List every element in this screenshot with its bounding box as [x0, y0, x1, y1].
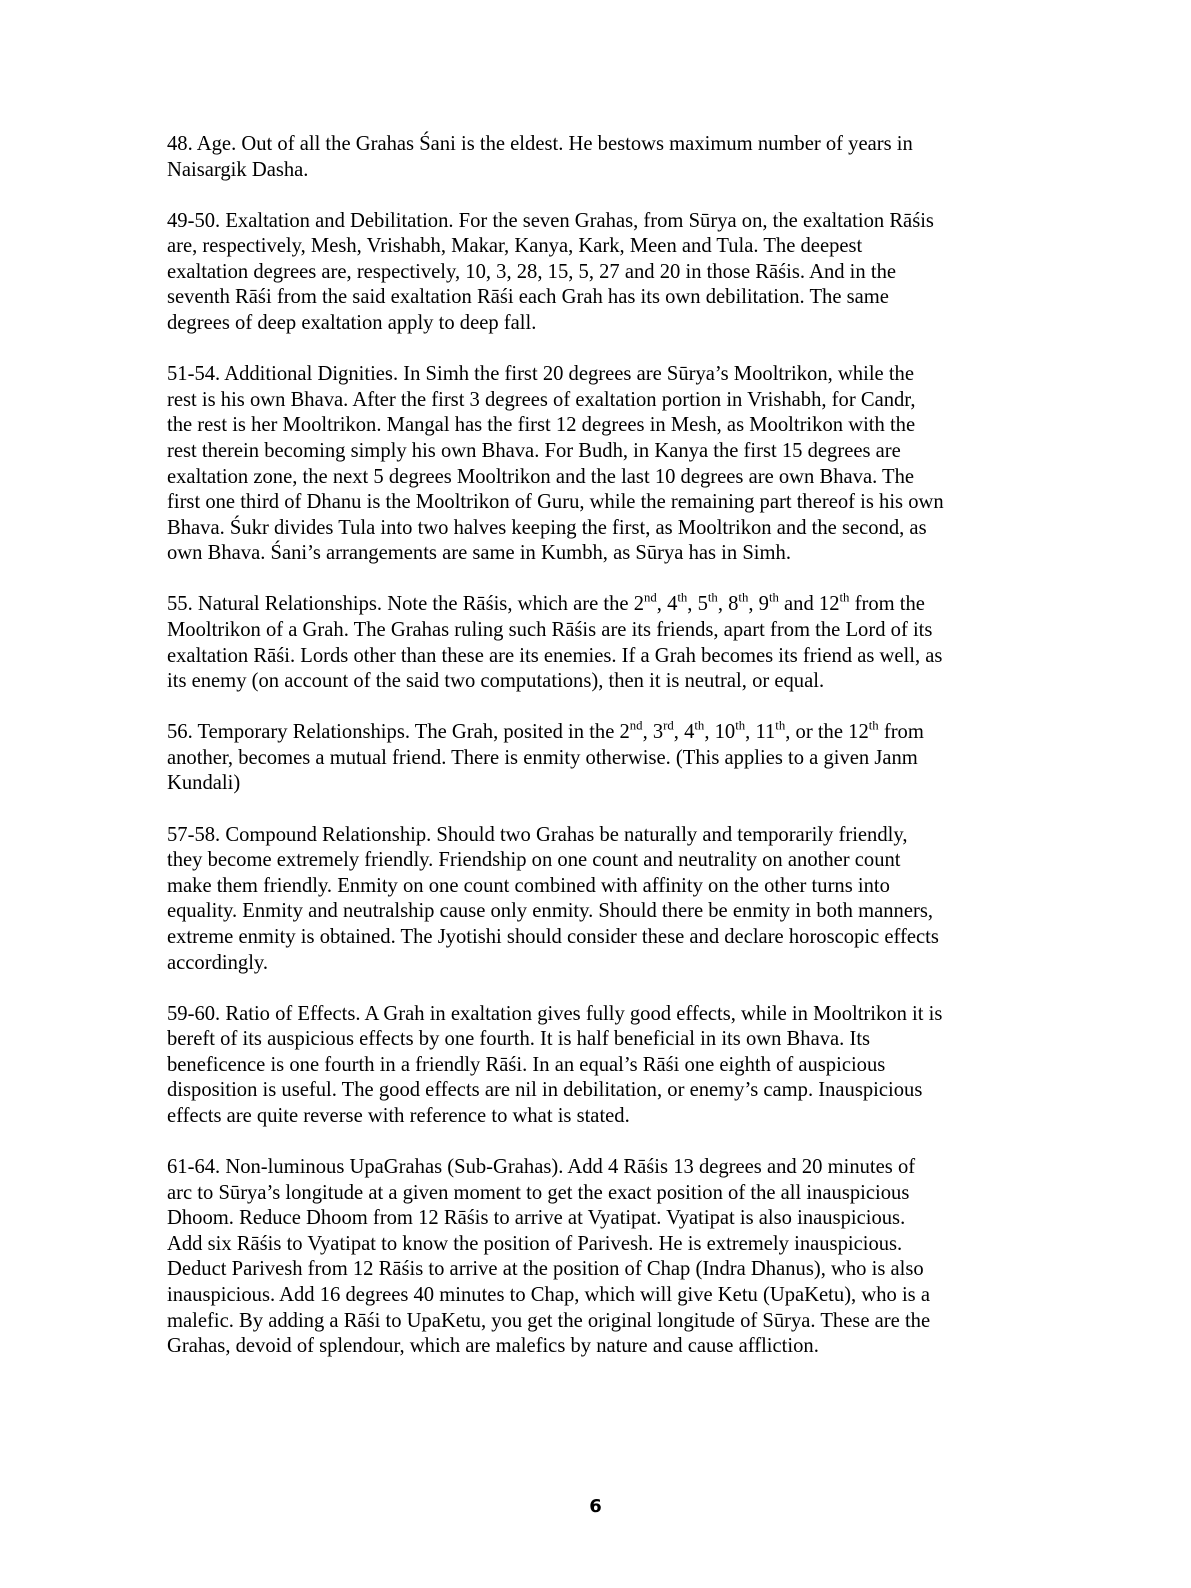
text-segment: the rest is her Mooltrikon. Mangal has the first 12 degrees in Mesh, as Mooltrikon with the	[167, 414, 916, 437]
text-segment: 49-50. Exaltation and Debilitation. For the seven Grahas, from Sūrya on, the exaltation Rāśis	[167, 209, 934, 232]
text-segment: 55. Natural Relationships. Note the Rāśis, which are the 2	[167, 593, 644, 616]
text-segment: another, becomes a mutual friend. There is enmity otherwise. (This applies to a given Janm	[167, 746, 918, 769]
text-segment: beneficence is one fourth in a friendly Rāśi. In an equal’s Rāśi one eighth of auspicious	[167, 1053, 886, 1076]
text-line	[167, 746, 1029, 772]
text-line	[167, 720, 1029, 746]
text-line	[167, 1309, 1029, 1335]
text-segment: they become extremely friendly. Friendship on one count and neutrality on another count	[167, 849, 901, 872]
text-line	[167, 1027, 1029, 1053]
text-segment: , 4	[656, 593, 678, 616]
text-segment: rest is his own Bhava. After the first 3 degrees of exaltation portion in Vrishabh, for Candr,	[167, 388, 916, 411]
ordinal-suffix: th	[868, 718, 879, 733]
text-segment: 51-54. Additional Dignities. In Simh the first 20 degrees are Sūrya’s Mooltrikon, while the	[167, 363, 914, 386]
text-segment: bereft of its auspicious effects by one fourth. It is half beneficial in its own Bhava. Its	[167, 1028, 871, 1051]
ordinal-suffix: th	[839, 591, 850, 606]
text-line	[167, 874, 1029, 900]
ordinal-suffix: th	[735, 718, 746, 733]
text-segment: Deduct Parivesh from 12 Rāśis to arrive at the position of Chap (Indra Dhanus), who is also	[167, 1258, 924, 1281]
text-segment: Add six Rāśis to Vyatipat to know the position of Parivesh. He is extremely inauspicious.	[167, 1232, 903, 1255]
text-segment: first one third of Dhanu is the Mooltrikon of Guru, while the remaining part thereof is his own	[167, 491, 944, 514]
text-segment: , 10	[704, 721, 736, 744]
text-segment: arc to Sūrya’s longitude at a given moment to get the exact position of the all inauspicious	[167, 1181, 910, 1204]
text-segment: , 4	[673, 721, 695, 744]
text-line	[167, 1078, 1029, 1104]
text-line	[167, 1232, 1029, 1258]
text-line	[167, 1334, 1029, 1360]
text-segment: equality. Enmity and neutralship cause only enmity. Should there be enmity in both manners,	[167, 900, 934, 923]
text-segment: Dhoom. Reduce Dhoom from 12 Rāśis to arrive at Vyatipat. Vyatipat is also inauspicious.	[167, 1207, 906, 1230]
text-segment: from the	[849, 593, 925, 616]
text-segment: inauspicious. Add 16 degrees 40 minutes to Chap, which will give Ketu (UpaKetu), who is a	[167, 1284, 930, 1307]
text-line	[167, 413, 1029, 439]
text-segment: , or the 12	[785, 721, 869, 744]
text-line	[167, 1002, 1029, 1028]
ordinal-suffix: th	[707, 591, 718, 606]
text-segment: exaltation zone, the next 5 degrees Mooltrikon and the last 10 degrees are own Bhava. The	[167, 465, 915, 488]
paragraph	[167, 1155, 1029, 1360]
text-line	[167, 925, 1029, 951]
text-line	[167, 209, 1029, 235]
ordinal-suffix: nd	[644, 591, 657, 606]
text-line	[167, 1283, 1029, 1309]
text-segment: , 8	[717, 593, 739, 616]
text-line	[167, 132, 1029, 158]
text-line	[167, 285, 1029, 311]
text-segment: Bhava. Śukr divides Tula into two halves keeping the first, as Mooltrikon and the second, as	[167, 516, 927, 539]
text-line	[167, 618, 1029, 644]
text-segment: 57-58. Compound Relationship. Should two Grahas be naturally and temporarily friendly,	[167, 823, 908, 846]
paragraph	[167, 823, 1029, 977]
text-segment: degrees of deep exaltation apply to deep fall.	[167, 312, 537, 335]
paragraph	[167, 1002, 1029, 1130]
text-segment: make them friendly. Enmity on one count combined with affinity on the other turns into	[167, 874, 890, 897]
paragraph	[167, 720, 1029, 797]
text-line	[167, 899, 1029, 925]
ordinal-suffix: th	[768, 591, 779, 606]
text-line	[167, 823, 1029, 849]
page-body	[167, 132, 1029, 1385]
text-line	[167, 1053, 1029, 1079]
text-segment: disposition is useful. The good effects are nil in debilitation, or enemy’s camp. Inauspicious	[167, 1079, 923, 1102]
text-line	[167, 771, 1029, 797]
text-segment: and 12	[778, 593, 840, 616]
text-line	[167, 1257, 1029, 1283]
text-segment: exaltation Rāśi. Lords other than these are its enemies. If a Grah becomes its friend as well, as	[167, 644, 943, 667]
text-segment: from	[878, 721, 924, 744]
text-segment: extreme enmity is obtained. The Jyotishi should consider these and declare horoscopic effects	[167, 925, 939, 948]
text-line	[167, 388, 1029, 414]
text-segment: Naisargik Dasha.	[167, 158, 309, 181]
ordinal-suffix: rd	[663, 718, 674, 733]
text-line	[167, 669, 1029, 695]
text-line	[167, 848, 1029, 874]
text-segment: , 11	[745, 721, 776, 744]
text-segment: Mooltrikon of a Grah. The Grahas ruling such Rāśis are its friends, apart from the Lord of its	[167, 619, 933, 641]
text-line	[167, 951, 1029, 977]
text-line	[167, 311, 1029, 337]
paragraph	[167, 132, 1029, 183]
text-line	[167, 234, 1029, 260]
text-line	[167, 158, 1029, 184]
ordinal-suffix: nd	[629, 718, 643, 733]
text-segment: exaltation degrees are, respectively, 10, 3, 28, 15, 5, 27 and 20 in those Rāśis. And in the	[167, 260, 897, 283]
text-line	[167, 362, 1029, 388]
text-segment: are, respectively, Mesh, Vrishabh, Makar, Kanya, Kark, Meen and Tula. The deepest	[167, 235, 863, 258]
text-line	[167, 1104, 1029, 1130]
page-number: 6	[589, 1496, 602, 1517]
text-segment: , 3	[642, 721, 664, 744]
text-line	[167, 1155, 1029, 1181]
text-segment: its enemy (on account of the said two computations), then it is neutral, or equal.	[167, 670, 825, 693]
paragraph	[167, 592, 1029, 694]
text-segment: accordingly.	[167, 951, 269, 974]
text-segment: Kundali)	[167, 772, 241, 795]
text-line	[167, 260, 1029, 286]
text-line	[167, 439, 1029, 465]
ordinal-suffix: th	[677, 591, 688, 606]
text-line	[167, 541, 1029, 567]
text-segment: own Bhava. Śani’s arrangements are same in Kumbh, as Sūrya has in Simh.	[167, 542, 791, 565]
paragraph	[167, 209, 1029, 337]
paragraph	[167, 362, 1029, 567]
ordinal-suffix: th	[694, 718, 705, 733]
text-line	[167, 490, 1029, 516]
text-segment: 56. Temporary Relationships. The Grah, posited in the 2	[167, 721, 630, 744]
ordinal-suffix: th	[775, 718, 786, 733]
text-segment: 61-64. Non-luminous UpaGrahas (Sub-Grahas). Add 4 Rāśis 13 degrees and 20 minutes of	[167, 1156, 916, 1179]
text-segment: effects are quite reverse with reference to what is stated.	[167, 1105, 630, 1127]
text-line	[167, 1206, 1029, 1232]
text-segment: 59-60. Ratio of Effects. A Grah in exaltation gives fully good effects, while in Mooltrikon it is	[167, 1002, 943, 1025]
text-line	[167, 516, 1029, 542]
text-segment: malefic. By adding a Rāśi to UpaKetu, you get the original longitude of Sūrya. These are the	[167, 1309, 931, 1332]
text-line	[167, 1181, 1029, 1207]
text-line	[167, 465, 1029, 491]
ordinal-suffix: th	[738, 591, 749, 606]
text-line	[167, 644, 1029, 670]
text-segment: Grahas, devoid of splendour, which are malefics by nature and cause affliction.	[167, 1335, 819, 1358]
text-segment: rest therein becoming simply his own Bhava. For Budh, in Kanya the first 15 degrees are	[167, 439, 901, 462]
text-line	[167, 592, 1029, 618]
text-segment: , 9	[748, 593, 769, 616]
text-segment: , 5	[687, 593, 708, 616]
text-segment: 48. Age. Out of all the Grahas Śani is the eldest. He bestows maximum number of years in	[167, 133, 913, 155]
text-segment: seventh Rāśi from the said exaltation Rāśi each Grah has its own debilitation. The same	[167, 286, 889, 309]
